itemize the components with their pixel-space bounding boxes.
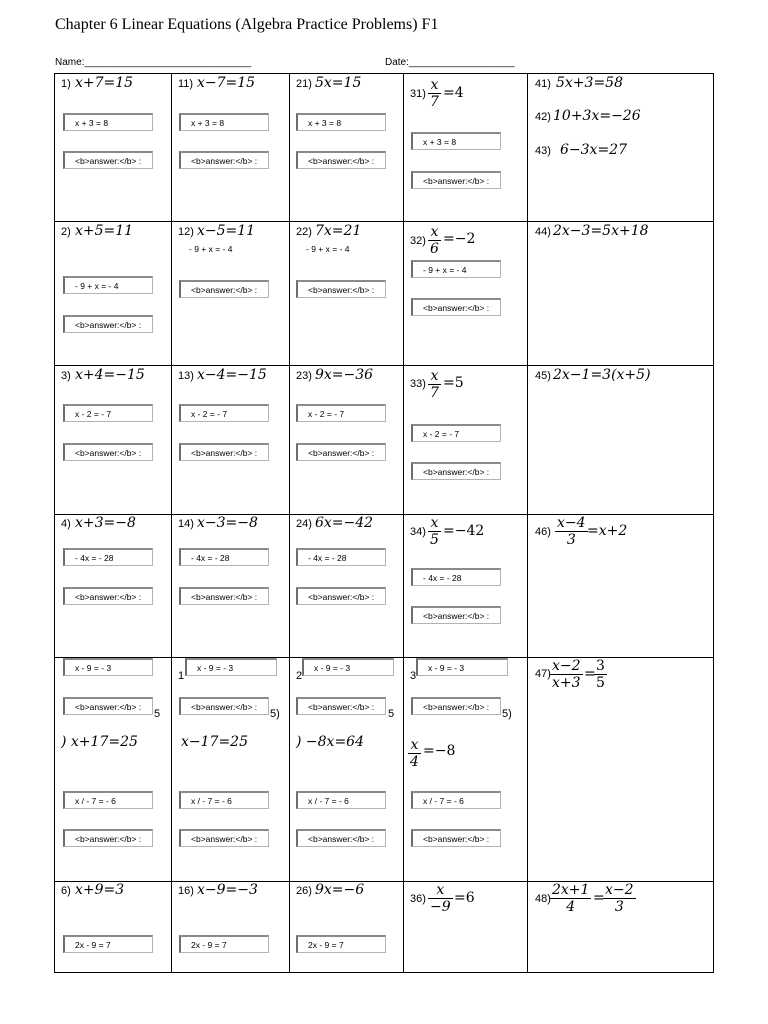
answer-input[interactable]: <b>answer:</b> : xyxy=(179,587,269,605)
equation-rhs: =6 xyxy=(454,890,475,906)
answer-input[interactable]: <b>answer:</b> : xyxy=(296,151,386,169)
problem-number: 48) xyxy=(535,893,551,905)
fraction-denominator: 4 xyxy=(410,754,419,770)
equation: x−7=15 xyxy=(197,75,256,91)
equation: x−9=−3 xyxy=(197,882,258,898)
problem-number: 14) xyxy=(178,518,194,530)
problem-number: 4) xyxy=(61,518,71,530)
fraction-denominator: 4 xyxy=(550,898,591,915)
equation: 9x=−36 xyxy=(315,367,374,383)
problem-number: 1) xyxy=(61,78,71,90)
fraction xyxy=(555,515,588,548)
work-input[interactable]: x - 9 = - 3 xyxy=(416,658,508,676)
answer-input[interactable]: <b>answer:</b> : xyxy=(411,606,501,624)
work-input[interactable]: - 4x = - 28 xyxy=(411,568,501,586)
fraction xyxy=(594,658,607,691)
fraction-numerator: x xyxy=(410,737,419,753)
fraction-numerator: x xyxy=(430,515,439,531)
equation: 5x+3=58 xyxy=(556,75,623,91)
fraction-denominator: 3 xyxy=(555,531,588,548)
work-input[interactable]: - 4x = - 28 xyxy=(296,548,386,566)
equation: 10+3x=−26 xyxy=(553,108,641,124)
equation: 6x=−42 xyxy=(315,515,374,531)
answer-input[interactable]: <b>answer:</b> : xyxy=(179,280,269,298)
fraction-denominator: 6 xyxy=(430,241,439,257)
equation: x−5=11 xyxy=(197,223,256,239)
fraction-numerator: x xyxy=(430,77,439,93)
work-input[interactable]: x - 9 = - 3 xyxy=(302,658,394,676)
fraction-denominator: 7 xyxy=(430,385,439,401)
fraction xyxy=(550,882,591,915)
problem-number: 45) xyxy=(535,370,551,382)
answer-input[interactable]: <b>answer:</b> : xyxy=(296,829,386,847)
work-input[interactable]: x + 3 = 8 xyxy=(179,113,269,131)
fraction xyxy=(428,515,441,548)
answer-input[interactable]: <b>answer:</b> : xyxy=(296,280,386,298)
problem-number: 31) xyxy=(410,88,426,100)
problem-number: 42) xyxy=(535,111,551,123)
answer-input[interactable]: <b>answer:</b> : xyxy=(63,315,153,333)
grid-divider xyxy=(403,74,404,972)
equation: x−17=25 xyxy=(181,734,248,750)
fraction-numerator: x xyxy=(430,368,439,384)
answer-input[interactable]: <b>answer:</b> : xyxy=(63,697,153,715)
grid-divider xyxy=(55,514,713,515)
problem-number: 46) xyxy=(535,526,551,538)
problem-number: 13) xyxy=(178,370,194,382)
work-input[interactable]: x - 2 = - 7 xyxy=(296,404,386,422)
equation: x−4=−15 xyxy=(197,367,267,383)
stray-text: 3 xyxy=(410,670,417,682)
problem-number: 47) xyxy=(535,668,551,680)
work-input[interactable]: x - 2 = - 7 xyxy=(179,404,269,422)
problem-number: 36) xyxy=(410,893,426,905)
problem-number: 33) xyxy=(410,378,426,390)
equation: x+3=−8 xyxy=(75,515,136,531)
stray-text: 5) xyxy=(502,708,512,720)
equation: x+7=15 xyxy=(75,75,134,91)
answer-input[interactable]: <b>answer:</b> : xyxy=(411,697,501,715)
equation: x+5=11 xyxy=(75,223,134,239)
equation: 2x−1=3(x+5) xyxy=(553,367,651,383)
grid-divider xyxy=(171,74,172,972)
equation-rhs: =5 xyxy=(443,375,464,391)
fraction xyxy=(550,658,583,691)
work-input[interactable]: - 9 + x = - 4 xyxy=(63,276,153,294)
problem-number: 32) xyxy=(410,235,426,247)
work-input[interactable]: x + 3 = 8 xyxy=(296,113,386,131)
stray-text: 1 xyxy=(178,670,185,682)
answer-input[interactable]: <b>answer:</b> : xyxy=(296,443,386,461)
equation-rhs: =x+2 xyxy=(587,523,628,539)
answer-input[interactable]: <b>answer:</b> : xyxy=(179,697,269,715)
grid-divider xyxy=(55,221,713,222)
fraction xyxy=(428,368,441,401)
problem-number: 11) xyxy=(178,78,194,90)
equation: x+4=−15 xyxy=(75,367,145,383)
equation: x+9=3 xyxy=(75,882,125,898)
stray-text: 5 xyxy=(388,708,395,720)
work-input[interactable]: x + 3 = 8 xyxy=(63,113,153,131)
fraction-numerator: x xyxy=(430,224,439,240)
fraction xyxy=(408,737,421,770)
work-input[interactable]: x - 2 = - 7 xyxy=(411,424,501,442)
page-title: Chapter 6 Linear Equations (Algebra Practice Problems) F1 xyxy=(55,16,439,33)
problem-number: 3) xyxy=(61,370,71,382)
equation-rhs: =−42 xyxy=(443,523,485,539)
fraction-denominator: 5 xyxy=(430,532,439,548)
answer-input[interactable]: <b>answer:</b> : xyxy=(179,151,269,169)
equation: 6−3x=27 xyxy=(560,142,627,158)
fraction-denominator: 3 xyxy=(603,898,636,915)
problem-number: 2) xyxy=(61,226,71,238)
problem-number: 23) xyxy=(296,370,312,382)
work-input[interactable]: x - 2 = - 7 xyxy=(63,404,153,422)
equation: 7x=21 xyxy=(315,223,362,239)
work-input[interactable]: x / - 7 = - 6 xyxy=(63,791,153,809)
answer-input[interactable]: <b>answer:</b> : xyxy=(296,587,386,605)
work-input[interactable]: x - 9 = - 3 xyxy=(63,658,153,676)
work-input[interactable]: - 9 + x = - 4 xyxy=(296,242,386,257)
problem-number: 24) xyxy=(296,518,312,530)
answer-input[interactable]: <b>answer:</b> : xyxy=(411,829,501,847)
answer-input[interactable]: <b>answer:</b> : xyxy=(411,298,501,316)
work-input[interactable]: 2x - 9 = 7 xyxy=(179,935,269,953)
answer-input[interactable]: <b>answer:</b> : xyxy=(63,443,153,461)
answer-input[interactable]: <b>answer:</b> : xyxy=(63,151,153,169)
equation: ) −8x=64 xyxy=(296,734,364,750)
grid-divider xyxy=(527,74,528,972)
stray-text: 5) xyxy=(270,708,280,720)
work-input[interactable]: x + 3 = 8 xyxy=(411,132,501,150)
work-input[interactable]: x / - 7 = - 6 xyxy=(411,791,501,809)
fraction-denominator: 7 xyxy=(430,94,439,110)
fraction-denominator: x+3 xyxy=(552,675,581,691)
work-input[interactable]: x / - 7 = - 6 xyxy=(179,791,269,809)
answer-input[interactable]: <b>answer:</b> : xyxy=(179,829,269,847)
problem-number: 6) xyxy=(61,885,71,897)
name-field-label: Name:______________________________ xyxy=(55,57,252,68)
work-input[interactable]: x / - 7 = - 6 xyxy=(296,791,386,809)
problem-number: 22) xyxy=(296,226,312,238)
answer-input[interactable]: <b>answer:</b> : xyxy=(411,462,501,480)
equation-rhs: =−8 xyxy=(423,743,456,759)
work-input[interactable]: - 9 + x = - 4 xyxy=(411,260,501,278)
work-input[interactable]: - 4x = - 28 xyxy=(63,548,153,566)
answer-input[interactable]: <b>answer:</b> : xyxy=(179,443,269,461)
stray-text: 5 xyxy=(154,708,161,720)
fraction-numerator: x−4 xyxy=(557,515,586,531)
fraction-numerator: 3 xyxy=(596,658,605,674)
problem-number: 26) xyxy=(296,885,312,897)
equation: ) x+17=25 xyxy=(61,734,138,750)
work-input[interactable]: 2x - 9 = 7 xyxy=(63,935,153,953)
problem-number: 34) xyxy=(410,526,426,538)
fraction-numerator: 2x+1 xyxy=(552,882,590,898)
answer-input[interactable]: <b>answer:</b> : xyxy=(296,697,386,715)
problem-number: 41) xyxy=(535,78,551,90)
equation: x−3=−8 xyxy=(197,515,258,531)
work-input[interactable]: 2x - 9 = 7 xyxy=(296,935,386,953)
date-field-label: Date:___________________ xyxy=(385,57,515,68)
work-input[interactable]: x - 9 = - 3 xyxy=(185,658,277,676)
fraction xyxy=(428,77,441,110)
problem-number: 12) xyxy=(178,226,194,238)
problem-number: 16) xyxy=(178,885,194,897)
equation: 5x=15 xyxy=(315,75,362,91)
grid-divider xyxy=(55,365,713,366)
fraction-denominator: −9 xyxy=(430,899,451,915)
fraction xyxy=(428,224,441,257)
fraction xyxy=(603,882,636,915)
problem-number: 21) xyxy=(296,78,312,90)
equation: 9x=−6 xyxy=(315,882,365,898)
answer-input[interactable]: <b>answer:</b> : xyxy=(63,587,153,605)
fraction-denominator: 5 xyxy=(596,675,605,691)
fraction-numerator: x−2 xyxy=(605,882,634,898)
equation-rhs: =4 xyxy=(443,85,464,101)
fraction xyxy=(428,882,453,915)
stray-text: 2 xyxy=(296,670,303,682)
work-input[interactable]: - 4x = - 28 xyxy=(179,548,269,566)
equation-rhs: =−2 xyxy=(443,231,476,247)
fraction-numerator: x xyxy=(436,882,445,898)
equals-sign: = xyxy=(593,890,605,906)
answer-input[interactable]: <b>answer:</b> : xyxy=(411,171,501,189)
problem-number: 43) xyxy=(535,145,551,157)
work-input[interactable]: - 9 + x = - 4 xyxy=(179,242,269,257)
problem-number: 44) xyxy=(535,226,551,238)
grid-divider xyxy=(289,74,290,972)
equation: 2x−3=5x+18 xyxy=(553,223,649,239)
answer-input[interactable]: <b>answer:</b> : xyxy=(63,829,153,847)
equals-sign: = xyxy=(584,666,596,682)
fraction-numerator: x−2 xyxy=(552,658,581,674)
